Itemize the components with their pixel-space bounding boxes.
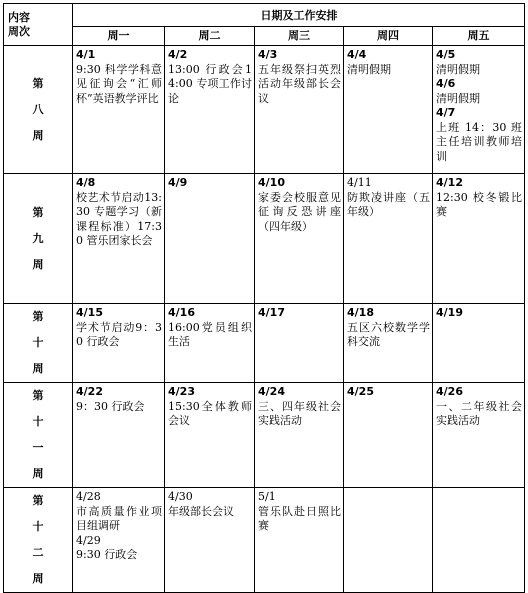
- cell-date: 4/11: [347, 176, 372, 189]
- schedule-cell: [73, 174, 165, 304]
- cell-text: 防欺凌讲座（五年级）: [347, 190, 430, 218]
- cell-date: 4/25: [347, 385, 374, 398]
- schedule-table: [3, 3, 525, 593]
- cell-date: 5/1: [258, 490, 276, 503]
- cell-date: 4/1: [76, 48, 96, 61]
- week-label: 第十周: [4, 304, 73, 383]
- cell-text: 五区六校数学学科交流: [347, 320, 430, 348]
- schedule-cell: [344, 174, 433, 304]
- week-label: 第十二周: [4, 488, 73, 593]
- cell-date: 4/6: [436, 77, 456, 90]
- cell-date: 4/15: [76, 306, 103, 319]
- schedule-cell: [165, 174, 255, 304]
- cell-date: 4/24: [258, 385, 285, 398]
- week-row-10: [4, 304, 525, 383]
- cell-text: 清明假期: [436, 62, 480, 76]
- week-label: 第八周: [4, 46, 73, 174]
- cell-date: 4/16: [168, 306, 195, 319]
- cell-text: 9:30 行政会: [76, 548, 138, 561]
- week-row-11: [4, 383, 525, 488]
- schedule-cell: [73, 488, 165, 593]
- cell-text: 学术节启动9：30 行政会: [76, 320, 162, 348]
- header-row-top: [4, 4, 525, 27]
- cell-date: 4/28: [76, 490, 101, 503]
- cell-text: 管乐队赴日照比赛: [258, 504, 341, 532]
- schedule-cell: [165, 383, 255, 488]
- cell-date: 4/5: [436, 48, 456, 61]
- cell-text: 清明假期: [347, 62, 391, 76]
- cell-date: 4/2: [168, 48, 188, 61]
- cell-text: 16:00党员组织生活: [168, 320, 252, 348]
- corner-header-cell: [4, 4, 73, 46]
- schedule-cell: [165, 46, 255, 174]
- cell-text: 15:30全体教师会议: [168, 399, 252, 427]
- cell-date: 4/3: [258, 48, 278, 61]
- schedule-cell: [433, 46, 525, 174]
- cell-date: 4/7: [436, 106, 456, 119]
- schedule-cell: [344, 46, 433, 174]
- cell-date: 4/29: [76, 533, 101, 547]
- cell-text: 12:30 校冬锻比赛: [436, 190, 523, 218]
- cell-text: 市高质量作业项目组调研: [76, 504, 162, 532]
- cell-date: 4/18: [347, 306, 374, 319]
- cell-date: 4/30: [168, 490, 193, 503]
- cell-date: 4/19: [436, 306, 463, 319]
- schedule-cell: [73, 46, 165, 174]
- schedule-cell: [255, 304, 344, 383]
- cell-text: 家委会校服意见征询反恐讲座（四年级）: [258, 190, 341, 233]
- schedule-cell: [255, 488, 344, 593]
- schedule-cell: [165, 304, 255, 383]
- cell-date: 4/9: [168, 176, 188, 189]
- cell-text: 一、二年级社会实践活动: [436, 399, 523, 427]
- schedule-cell: [255, 383, 344, 488]
- cell-text: 清明假期: [436, 91, 480, 105]
- schedule-cell: [433, 383, 525, 488]
- week-row-12: [4, 488, 525, 593]
- schedule-cell: [73, 304, 165, 383]
- cell-text: 9：30 行政会: [76, 399, 145, 413]
- cell-date: 4/23: [168, 385, 195, 398]
- cell-date: 4/22: [76, 385, 103, 398]
- cell-date: 4/12: [436, 176, 463, 189]
- schedule-cell: [433, 174, 525, 304]
- schedule-cell: [344, 383, 433, 488]
- cell-date: 4/8: [76, 176, 96, 189]
- cell-text: 13:00 行政会14:00 专项工作讨论: [168, 62, 252, 105]
- week-row-8: [4, 46, 525, 174]
- cell-text: 五年级祭扫英烈活动年级部长会议: [258, 62, 341, 105]
- day-header-tue: 周二: [165, 27, 255, 46]
- week-label: 第十一周: [4, 383, 73, 488]
- cell-text: 三、四年级社会实践活动: [258, 399, 341, 427]
- cell-text: 年级部长会议: [168, 504, 234, 518]
- schedule-cell: [73, 383, 165, 488]
- week-label: 第九周: [4, 174, 73, 304]
- schedule-title: 日期及工作安排: [73, 4, 525, 27]
- cell-text: 校艺术节启动13:30 专题学习（新课程标准）17:30 管乐团家长会: [76, 190, 162, 247]
- day-header-wed: 周三: [255, 27, 344, 46]
- day-header-thu: 周四: [344, 27, 433, 46]
- week-row-9: [4, 174, 525, 304]
- header-row-days: [4, 27, 525, 46]
- cell-date: 4/4: [347, 48, 367, 61]
- cell-date: 4/17: [258, 306, 285, 319]
- corner-label-content: 内容: [8, 10, 30, 24]
- corner-label-week: 周次: [8, 24, 30, 38]
- schedule-cell: [255, 46, 344, 174]
- cell-text: 上班 14：30 班主任培训教师培训: [436, 120, 523, 163]
- schedule-cell: [255, 174, 344, 304]
- schedule-cell: [433, 304, 525, 383]
- day-header-mon: 周一: [73, 27, 165, 46]
- cell-date: 4/10: [258, 176, 285, 189]
- cell-date: 4/26: [436, 385, 463, 398]
- schedule-cell: [165, 488, 255, 593]
- schedule-cell: [344, 304, 433, 383]
- schedule-cell: [433, 488, 525, 593]
- cell-text: 9:30 科学学科意见征询会“汇师杯”英语教学评比: [76, 62, 162, 105]
- day-header-fri: 周五: [433, 27, 525, 46]
- schedule-cell: [344, 488, 433, 593]
